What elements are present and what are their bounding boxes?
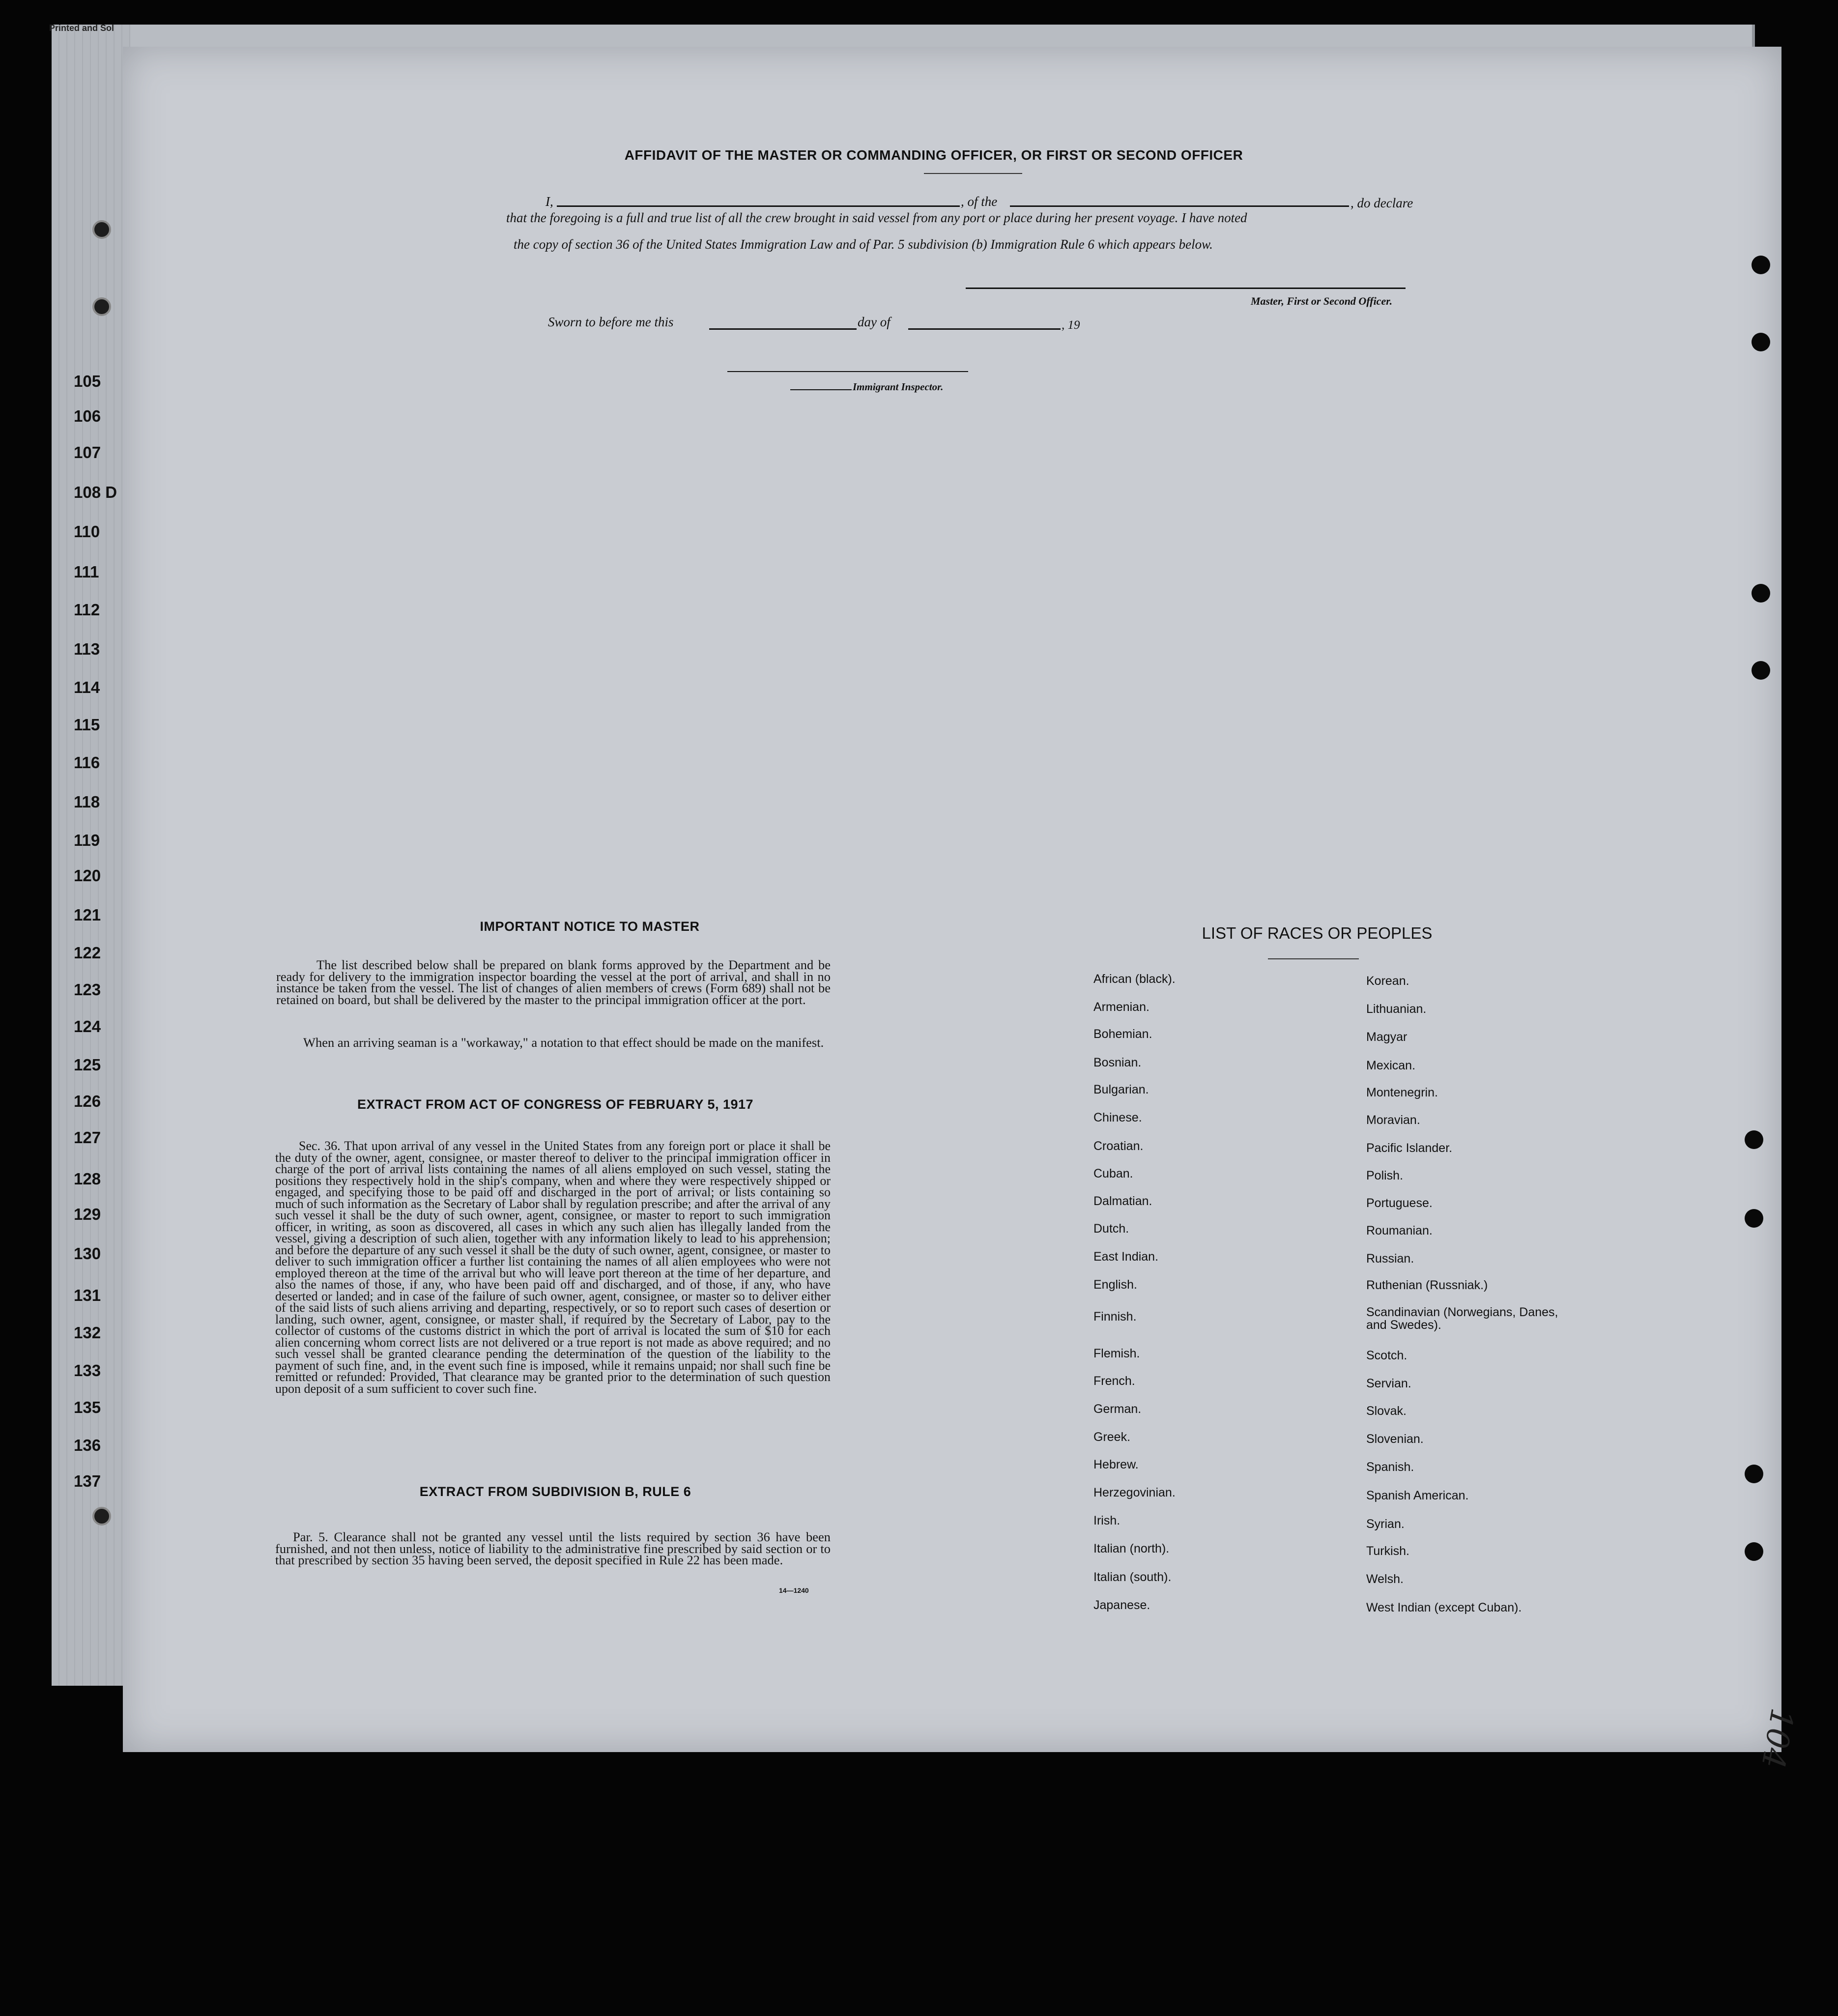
- row-number: 127: [74, 1128, 101, 1147]
- race-item: Chinese.: [1093, 1111, 1142, 1124]
- printed-note: Printed and Sol: [49, 23, 115, 33]
- row-number: 125: [74, 1056, 101, 1074]
- race-item: Croatian.: [1093, 1139, 1144, 1153]
- row-number: 122: [74, 944, 101, 962]
- race-item: Dutch.: [1093, 1222, 1129, 1236]
- inspector-label: Immigrant Inspector.: [853, 381, 944, 393]
- race-item: Flemish.: [1093, 1347, 1140, 1360]
- divider: [1268, 958, 1359, 959]
- row-number: 108 D: [74, 483, 117, 501]
- row-number: 123: [74, 980, 101, 999]
- race-item: Slovenian.: [1366, 1432, 1424, 1446]
- affidavit-line3: the copy of section 36 of the United States Immigration Law and of Par. 5 subdivision (b) Immigration Rule 6 which appears below.: [514, 237, 1213, 252]
- race-item: Portuguese.: [1366, 1196, 1433, 1210]
- row-number: 120: [74, 866, 101, 885]
- row-number: 114: [74, 678, 100, 696]
- race-item: Bohemian.: [1093, 1027, 1152, 1041]
- row-number: 136: [74, 1436, 101, 1454]
- punch-hole: [1745, 1542, 1763, 1561]
- race-item: Russian.: [1366, 1252, 1414, 1266]
- inspector-line: [727, 371, 968, 372]
- affidavit-line2: that the foregoing is a full and true list of all the crew brought in said vessel from any port or place during her present voyage. I have noted: [506, 210, 1247, 225]
- race-item: Magyar: [1366, 1030, 1407, 1044]
- year-prefix: , 19: [1062, 318, 1080, 332]
- race-item: Spanish American.: [1366, 1489, 1469, 1502]
- race-item: Greek.: [1093, 1430, 1131, 1444]
- row-number: 126: [74, 1092, 101, 1110]
- row-number: 116: [74, 753, 100, 772]
- punch-hole: [1752, 256, 1770, 274]
- punch-hole: [1745, 1209, 1763, 1228]
- binding-hole: [92, 1507, 111, 1526]
- race-item: Welsh.: [1366, 1572, 1404, 1586]
- notice-paragraph-1: The list described below shall be prepared on blank forms approved by the Department and be ready for delivery to the immigration inspector boarding the vessel at the port of arrival, and shall in no instance be taken from the vessel. The list of changes of alien members of crews (Form 689) shall not be retained on board, but shall be delivered by the master to the principal immigration officer at the port.: [276, 957, 831, 1007]
- race-item: Pacific Islander.: [1366, 1141, 1453, 1155]
- race-item: Roumanian.: [1366, 1224, 1433, 1238]
- row-number: 137: [74, 1472, 101, 1490]
- sworn-date-line: [709, 328, 857, 330]
- affidavit-title: AFFIDAVIT OF THE MASTER OR COMMANDING OFFICER, OR FIRST OR SECOND OFFICER: [624, 147, 1243, 163]
- punch-hole: [1745, 1465, 1763, 1483]
- race-item: Dalmatian.: [1093, 1194, 1152, 1208]
- row-number: 113: [74, 640, 100, 658]
- race-item: Herzegovinian.: [1093, 1486, 1176, 1499]
- race-item: German.: [1093, 1402, 1142, 1416]
- signature-line: [966, 288, 1406, 289]
- extract-rule-title: EXTRACT FROM SUBDIVISION B, RULE 6: [419, 1484, 691, 1499]
- row-number: 107: [74, 443, 101, 461]
- race-item: Bulgarian.: [1093, 1083, 1149, 1096]
- row-number: 135: [74, 1398, 101, 1416]
- row-number: 130: [74, 1244, 101, 1263]
- row-number: 105: [74, 372, 101, 390]
- race-item: Moravian.: [1366, 1113, 1420, 1127]
- punch-hole: [1752, 584, 1770, 603]
- race-item: English.: [1093, 1278, 1137, 1292]
- race-item: Italian (north).: [1093, 1542, 1170, 1555]
- race-item: Irish.: [1093, 1514, 1120, 1527]
- race-item: East Indian.: [1093, 1250, 1159, 1264]
- form-number: 14—1240: [779, 1586, 809, 1594]
- race-item: Armenian.: [1093, 1000, 1149, 1014]
- race-item: Hebrew.: [1093, 1458, 1139, 1471]
- punch-hole: [1752, 661, 1770, 680]
- punch-hole: [1745, 1130, 1763, 1149]
- binding-hole: [92, 297, 111, 316]
- race-item: Bosnian.: [1093, 1056, 1142, 1069]
- race-item: Scandinavian (Norwegians, Danes, and Swedes).: [1366, 1305, 1558, 1332]
- extract-act-text: Sec. 36. That upon arrival of any vessel in the United States from any foreign port or place it shall be the duty of the owner, agent, consignee, or master thereof to deliver to the principal immigration officer in charge of the port of arrival lists containing the names of all aliens employed on such vessel, stating the positions they respectively hold in the ship's company, when and where they were respectively shipped or engaged, and specifying those to be paid off and discharged in the port of arrival; or lists containing so much of such information as the Secretary of Labor shall by regulation prescribe; and after the arrival of any such vessel it shall be the duty of such owner, agent, consignee, or master to report to such immigration officer, in writing, as soon as discovered, all cases in which any such alien has illegally landed from the vessel, giving a description of such alien, together with any information likely to lead to his apprehension; and before the departure of any such vessel it shall be the duty of such owner, agent, consignee, or master to deliver to such immigration officer a further list containing the names of all alien employees who were not employed thereon at the time of the arrival but who will leave port thereon at the time of her departure, and also the names of those, if any, who have been paid off and discharged, and of those, if any, who have deserted or landed; and in case of the failure of such owner, agent, consignee, or master so to deliver either of the said lists of such aliens arriving and departing, respectively, or so to report such cases of desertion or landing, such owner, agent, consignee, or master shall, if required by the Secretary of Labor, pay to the collector of customs of the customs district in which the port of arrival is located the sum of $10 for each alien concerning whom correct lists are not delivered or a true report is not made as above required; and no such vessel shall be granted clearance pending the determination of the question of the liability to the payment of such fine, and, in the event such fine is imposed, while it remains unpaid; nor shall such fine be remitted or refunded: Provided, That clearance may be granted prior to the determination of such question upon deposit of a sum sufficient to cover such fine.: [275, 1139, 831, 1396]
- day-of: day of: [858, 315, 890, 329]
- race-item: Ruthenian (Russniak.): [1366, 1278, 1488, 1292]
- race-item: Finnish.: [1093, 1310, 1137, 1324]
- row-number: 131: [74, 1286, 101, 1304]
- race-item: Japanese.: [1093, 1598, 1150, 1612]
- race-item: Scotch.: [1366, 1349, 1407, 1362]
- row-number: 133: [74, 1361, 101, 1380]
- row-number: 121: [74, 906, 101, 924]
- race-item: Polish.: [1366, 1169, 1404, 1182]
- row-number: 115: [74, 716, 100, 734]
- notice-paragraph-2: When an arriving seaman is a "workaway," a notation to that effect should be made on the manifest.: [303, 1035, 824, 1050]
- race-item: Montenegrin.: [1366, 1086, 1438, 1099]
- race-item: Lithuanian.: [1366, 1002, 1427, 1016]
- affidavit-of-the: , of the: [961, 194, 998, 209]
- row-number: 124: [74, 1017, 101, 1036]
- divider: [924, 173, 1022, 174]
- row-number: 110: [74, 522, 100, 541]
- signature-label: Master, First or Second Officer.: [1251, 295, 1393, 307]
- row-number: 128: [74, 1170, 101, 1188]
- name-line: [557, 205, 960, 207]
- race-item: Servian.: [1366, 1377, 1411, 1390]
- sworn-prefix: Sworn to before me this: [548, 315, 674, 329]
- notice-title: IMPORTANT NOTICE TO MASTER: [480, 919, 700, 934]
- race-item: Syrian.: [1366, 1517, 1405, 1531]
- row-number: 106: [74, 407, 101, 425]
- race-item: West Indian (except Cuban).: [1366, 1601, 1522, 1614]
- race-item: French.: [1093, 1374, 1135, 1388]
- month-line: [908, 328, 1061, 330]
- row-number: 118: [74, 793, 100, 811]
- affidavit-declare: , do declare: [1350, 196, 1413, 210]
- binding-hole: [92, 220, 111, 239]
- row-number: 129: [74, 1205, 101, 1223]
- race-item: Turkish.: [1366, 1544, 1409, 1558]
- punch-hole: [1752, 333, 1770, 351]
- race-item: Italian (south).: [1093, 1570, 1172, 1584]
- race-item: African (black).: [1093, 972, 1176, 986]
- extract-rule-text: Par. 5. Clearance shall not be granted any vessel until the lists required by section 36 have been furnished, and not then unless, notice of liability to the administrative fine prescribed by said section or to that prescribed by section 35 having been served, the deposit specified in Rule 22 has been made.: [275, 1529, 831, 1567]
- races-title: LIST OF RACES OR PEOPLES: [1202, 924, 1433, 942]
- extract-act-title: EXTRACT FROM ACT OF CONGRESS OF FEBRUARY 5, 1917: [357, 1097, 754, 1112]
- row-number: 112: [74, 601, 100, 619]
- vessel-line: [1010, 205, 1349, 207]
- handwritten-page-number: 104: [1754, 1705, 1801, 1771]
- row-number: 132: [74, 1324, 101, 1342]
- race-item: Slovak.: [1366, 1404, 1407, 1418]
- row-number: 119: [74, 831, 100, 849]
- race-item: Spanish.: [1366, 1460, 1414, 1474]
- row-number: 111: [74, 563, 99, 581]
- race-item: Korean.: [1366, 974, 1409, 988]
- race-item: Cuban.: [1093, 1167, 1133, 1181]
- inspector-short-line: [790, 389, 852, 390]
- race-item: Mexican.: [1366, 1059, 1416, 1072]
- affidavit-I: I,: [546, 194, 553, 209]
